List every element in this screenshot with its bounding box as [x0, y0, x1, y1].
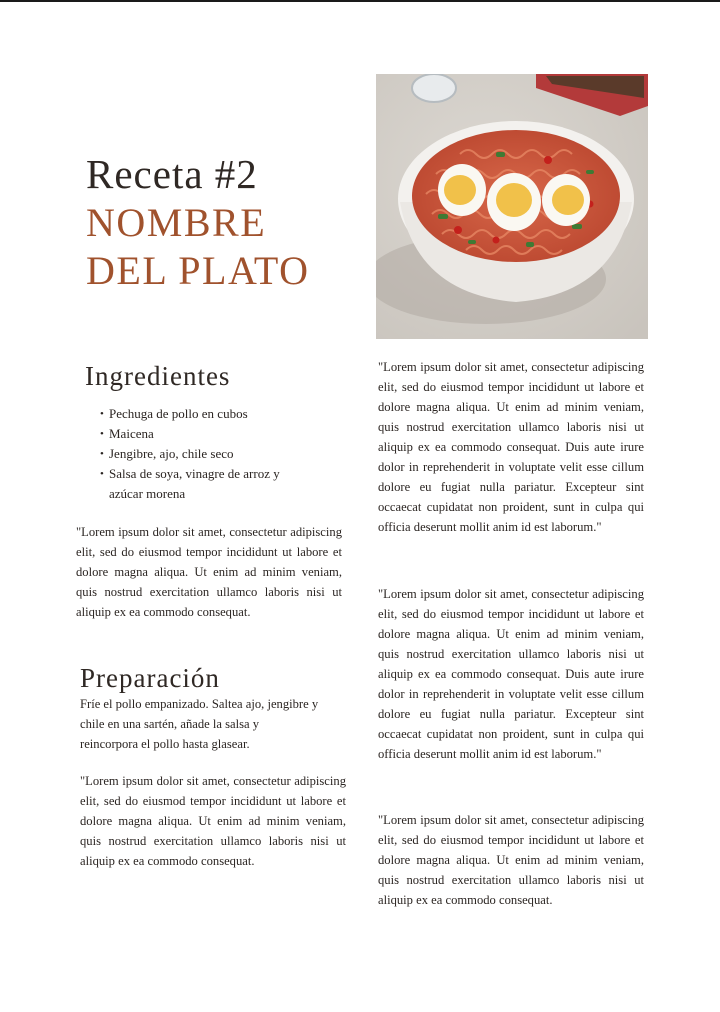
top-border: [0, 0, 720, 2]
list-item: • Maicena: [100, 424, 310, 444]
ingredients-list: [100, 404, 310, 504]
recipe-title: [86, 151, 310, 293]
right-paragraph-1: "Lorem ipsum dolor sit amet, consectetur adipiscing elit, sed do eiusmod tempor incididunt ut labore et dolore magna aliqua. Ut enim ad minim veniam, quis nostrud exercitation ullamco laboris nisi ut aliquip ex ea commodo consequat. Duis aute irure dolor in reprehenderit in voluptate velit esse cillum dolore eu fugiat nulla pariatur. Excepteur sint occaecat cupidatat non proident, sunt in culpa qui officia deserunt mollit anim id est laborum.": [378, 360, 644, 534]
dish-name-line1: NOMBRE: [86, 200, 267, 245]
list-item: • Jengibre, ajo, chile seco: [100, 444, 310, 464]
right-paragraph-2: "Lorem ipsum dolor sit amet, consectetur adipiscing elit, sed do eiusmod tempor incididunt ut labore et dolore magna aliqua. Ut enim ad minim veniam, quis nostrud exercitation ullamco laboris nisi ut aliquip ex ea commodo consequat. Duis aute irure dolor in reprehenderit in voluptate velit esse cillum dolore eu fugiat nulla pariatur. Excepteur sint occaecat cupidatat non proident, sunt in culpa qui officia deserunt mollit anim id est laborum.": [378, 587, 644, 761]
preparation-heading: Preparación: [80, 663, 220, 693]
recipe-number: Receta #2: [86, 151, 258, 197]
preparation-note: "Lorem ipsum dolor sit amet, consectetur adipiscing elit, sed do eiusmod tempor incididunt ut labore et dolore magna aliqua. Ut enim ad minim veniam, quis nostrud exercitation ullamco laboris nisi ut aliquip ex ea commodo consequat.: [80, 774, 346, 868]
preparation-text: Fríe el pollo empanizado. Saltea ajo, jengibre y chile en una sartén, añade la salsa y reincorpora el pollo hasta glasear.: [80, 697, 319, 751]
dish-name-line2: DEL PLATO: [86, 248, 310, 293]
list-item: • Salsa de soya, vinagre de arroz y azúcar morena: [100, 464, 310, 504]
right-paragraph-3: "Lorem ipsum dolor sit amet, consectetur adipiscing elit, sed do eiusmod tempor incididunt ut labore et dolore magna aliqua. Ut enim ad minim veniam, quis nostrud exercitation ullamco laboris nisi ut aliquip ex ea commodo consequat.: [378, 813, 644, 907]
dish-photo: [376, 74, 648, 339]
ingredients-heading: Ingredientes: [85, 361, 231, 391]
list-item: • Pechuga de pollo en cubos: [100, 404, 310, 424]
ingredients-note: "Lorem ipsum dolor sit amet, consectetur adipiscing elit, sed do eiusmod tempor incididunt ut labore et dolore magna aliqua. Ut enim ad minim veniam, quis nostrud exercitation ullamco laboris nisi ut aliquip ex ea commodo consequat.: [76, 525, 342, 619]
